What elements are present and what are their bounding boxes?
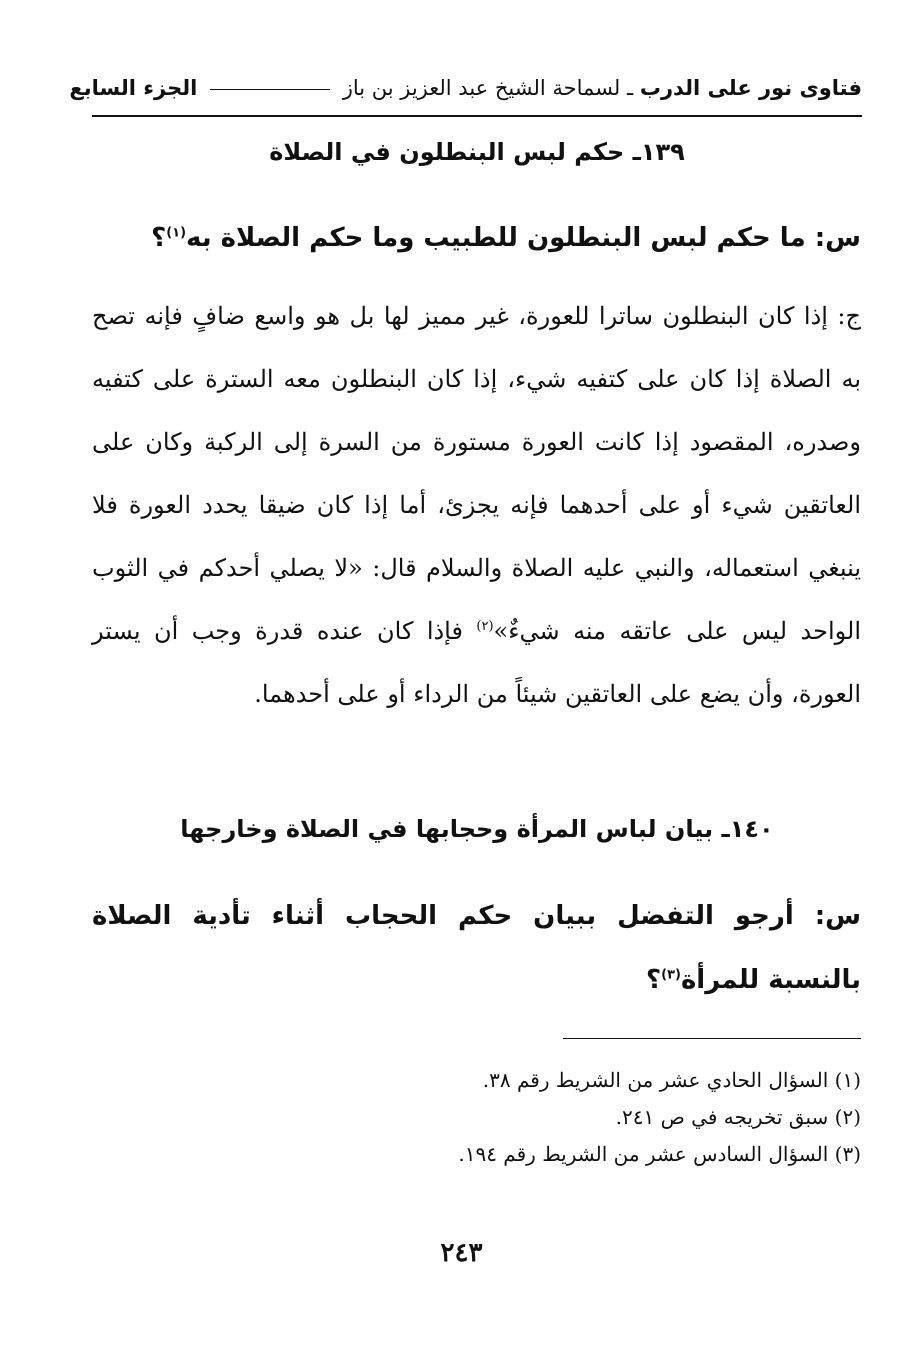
footnote-ref-1: (١) (166, 225, 187, 241)
header-rule (92, 115, 862, 117)
page-number: ٢٤٣ (440, 1238, 483, 1268)
answer-text: ج: إذا كان البنطلون ساترا للعورة، غير مميز لها بل هو واسع ضافٍ فإنه تصح به الصلاة إذا كان على كتفيه شيء، إذا كان البنطلون معه السترة على كتفيه وصدره، المقصود إذا كانت العورة مستورة من السرة إلى الركبة وكان على العاتقين شيء أو على أحدهما فإنه يجزئ، أما إذا كان ضيقا يحدد العورة فلا ينبغي استعماله، والنبي عليه الصلاة والسلام قال: «لا يصلي أحدكم في الثوب الواحد ليس على عاتقه منه شيءٌ» (92, 302, 862, 645)
question-mark: ؟ (151, 223, 167, 253)
footnote-ref-2: (٢) (476, 619, 494, 634)
header-dash (210, 89, 330, 90)
answer-139 (92, 285, 861, 726)
question-mark: ؟ (646, 965, 662, 995)
question-139 (92, 206, 861, 270)
book-title: فتاوى نور على الدرب (639, 76, 862, 100)
answer-text-continued: فإذا كان عنده قدرة وجب أن يستر العورة، وأن يضع على العاتقين شيئاً من الرداء أو على أحدهما. (92, 617, 861, 708)
running-header: فتاوى نور على الدرب ـ لسماحة الشيخ عبد العزيز بن باز الجزء السابع (69, 76, 862, 100)
question-140 (92, 884, 861, 1012)
section-title-140: ١٤٠ـ بيان لباس المرأة وحجابها في الصلاة وخارجها (180, 815, 774, 843)
question-text: س: ما حكم لبس البنطلون للطبيب وما حكم الصلاة به (186, 223, 861, 253)
footnote-ref-3: (٣) (661, 967, 681, 983)
question-text: س: أرجو التفضل ببيان حكم الحجاب أثناء تأدية الصلاة بالنسبة للمرأة (92, 901, 861, 995)
author-name: لسماحة الشيخ عبد العزيز بن باز (342, 76, 621, 100)
footnote-1: (١) السؤال الحادي عشر من الشريط رقم ٣٨. (482, 1068, 861, 1092)
footnotes (92, 1062, 861, 1173)
footnote-2: (٢) سبق تخريجه في ص ٢٤١. (615, 1105, 861, 1129)
volume-label: الجزء السابع (69, 76, 198, 100)
footnote-3: (٣) السؤال السادس عشر من الشريط رقم ١٩٤. (458, 1142, 861, 1166)
footnote-rule (563, 1038, 861, 1039)
section-title-139: ١٣٩ـ حكم لبس البنطلون في الصلاة (269, 138, 685, 166)
